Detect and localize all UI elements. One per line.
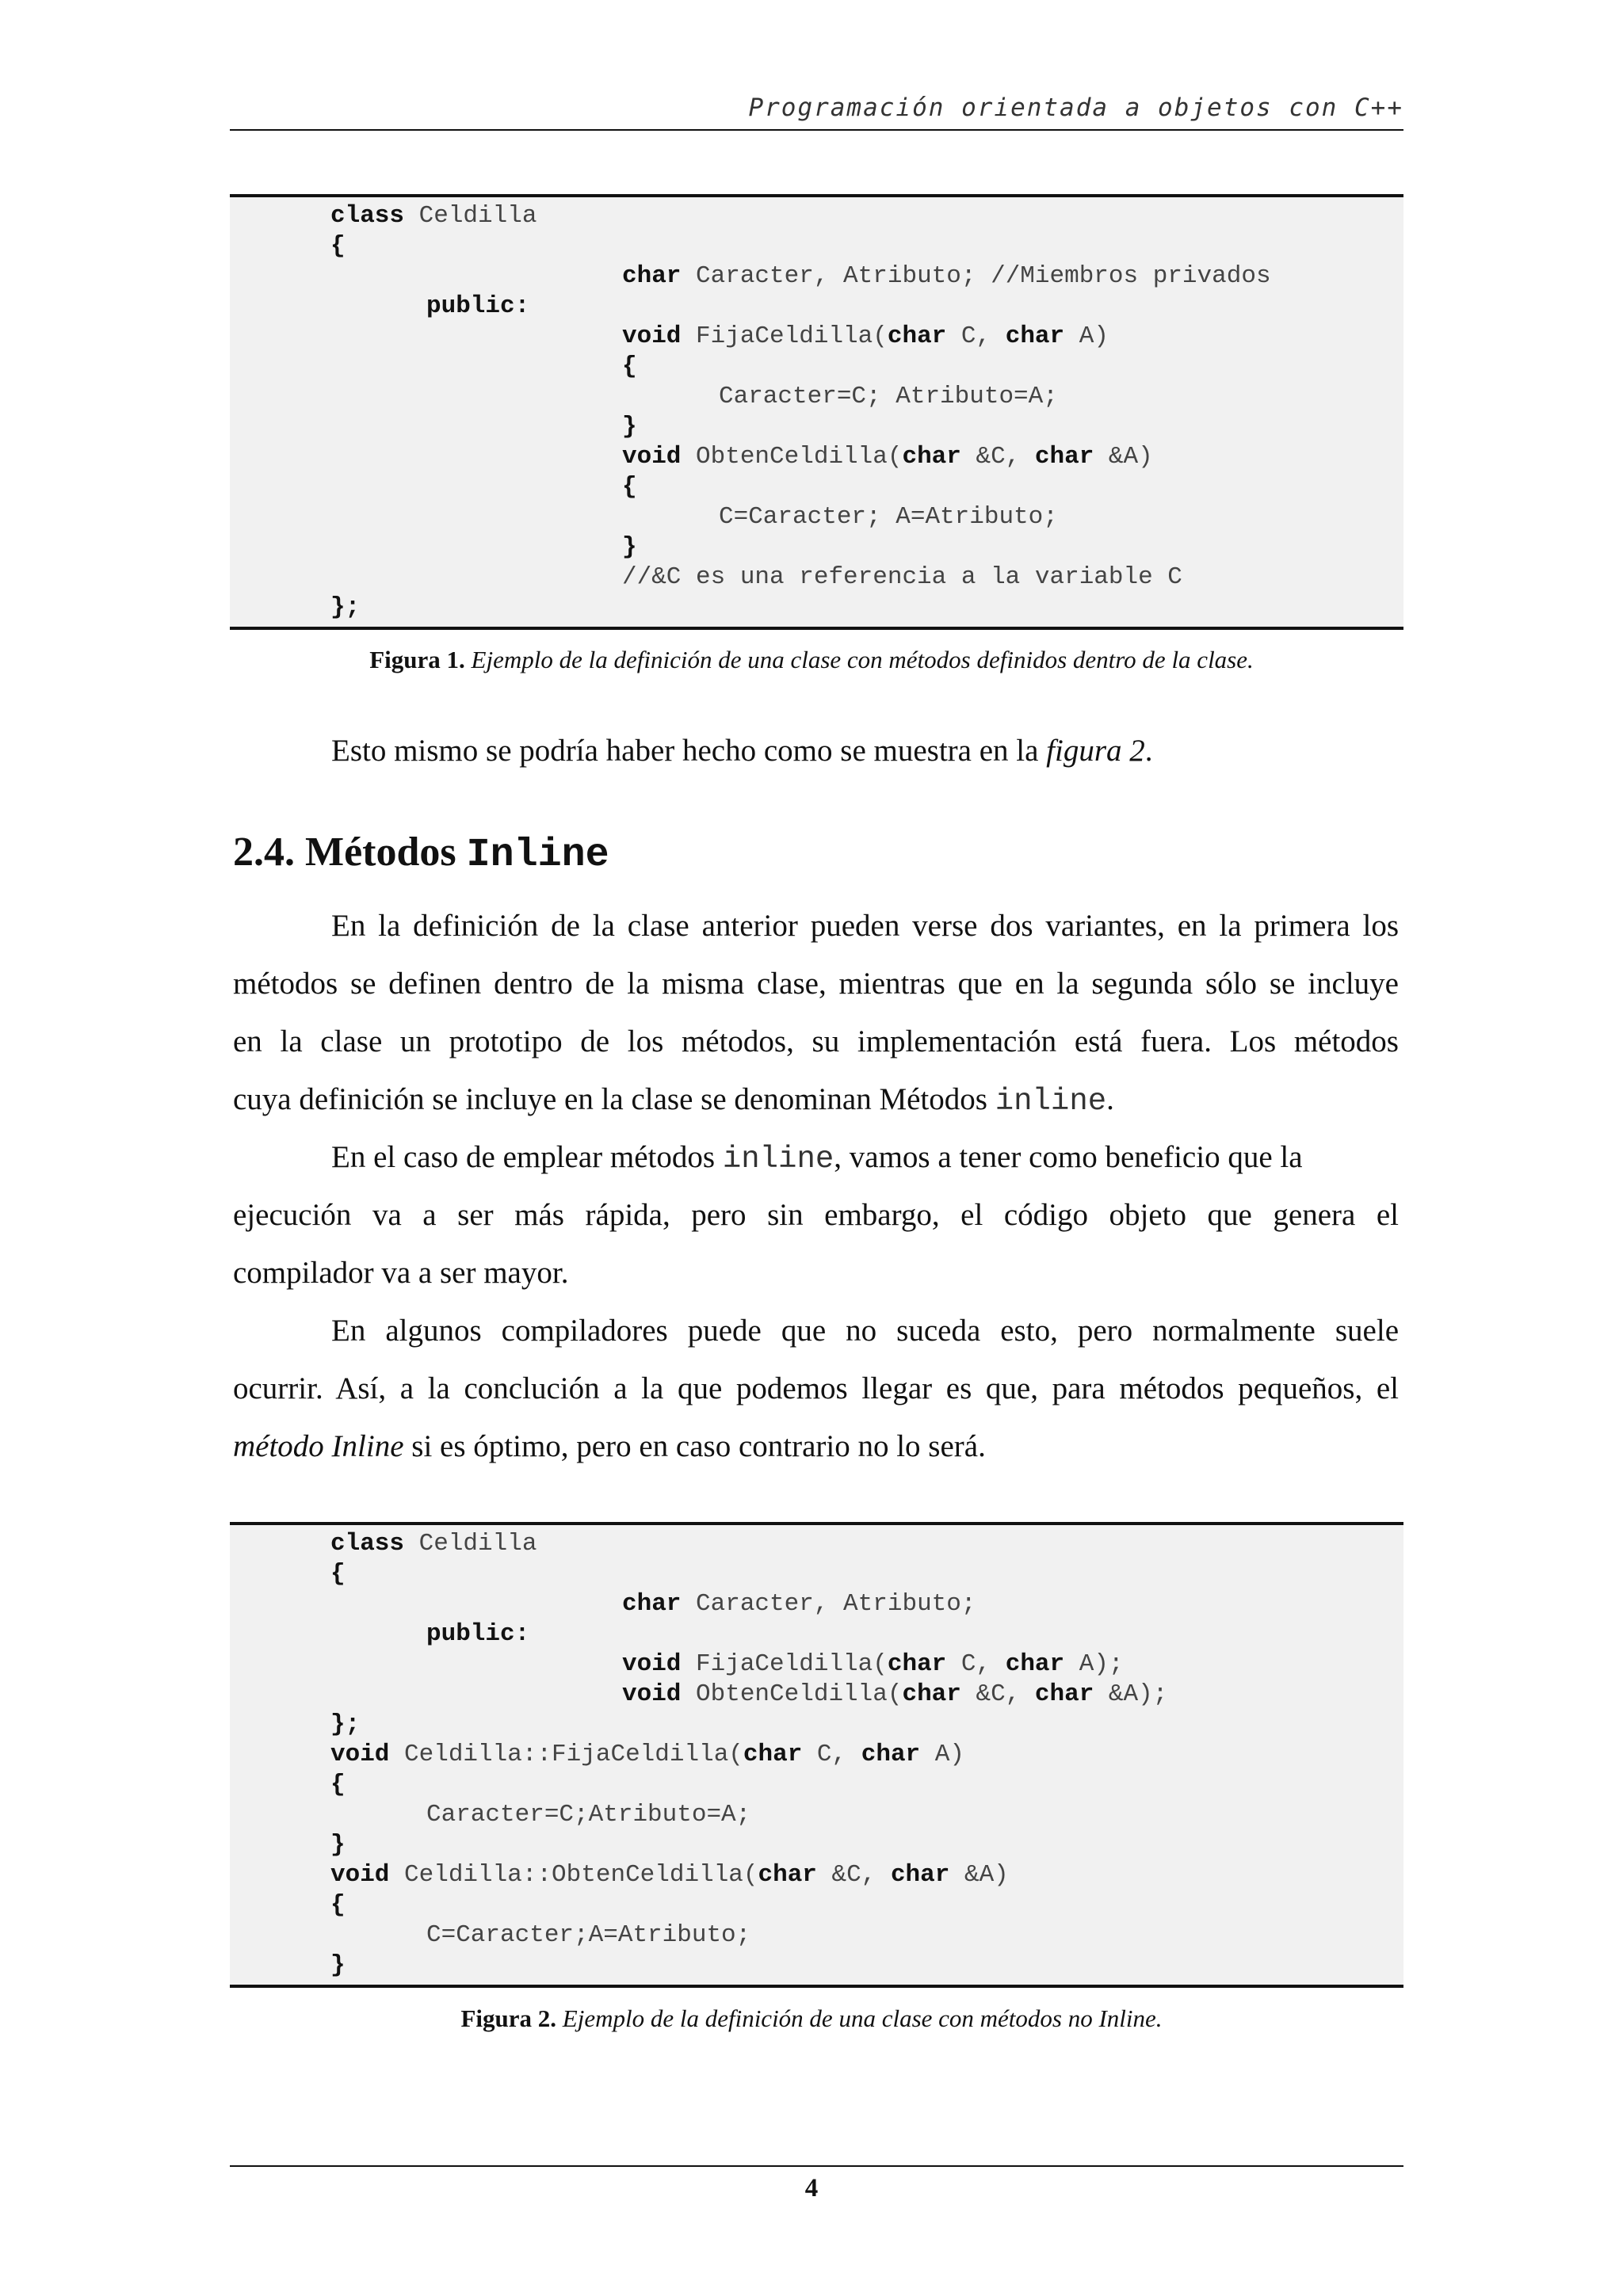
code-line: [330, 1559, 346, 1589]
code-keyword: {: [330, 232, 346, 260]
figure-2-caption: [0, 2004, 1623, 2033]
code-line: [330, 1529, 537, 1559]
code-keyword: public:: [426, 1620, 530, 1648]
code-block-figure-1: [230, 194, 1403, 630]
code-keyword: char: [1005, 1650, 1065, 1678]
code-text: Caracter=C;Atributo=A;: [426, 1801, 751, 1829]
code-block-figure-2: [230, 1522, 1403, 1988]
code-keyword: char: [1034, 443, 1094, 471]
figure-1-caption-text: Ejemplo de la definición de una clase con métodos definidos dentro de la clase.: [464, 646, 1254, 673]
code-line: [330, 1951, 346, 1981]
code-line: [622, 472, 637, 502]
figure-1-caption: [0, 646, 1623, 674]
code-keyword: void: [622, 1680, 682, 1708]
code-keyword: char: [1034, 1680, 1094, 1708]
code-keyword: };: [330, 1711, 361, 1738]
section-title: 2.4. Métodos: [233, 830, 467, 875]
code-keyword: }: [622, 413, 637, 441]
code-line: [426, 1800, 750, 1830]
code-text: C,: [946, 322, 1006, 350]
code-text: A): [1064, 322, 1109, 350]
code-keyword: {: [622, 353, 637, 380]
code-line: [622, 532, 637, 563]
code-keyword: void: [330, 1741, 390, 1768]
code-text: &A);: [1094, 1680, 1168, 1708]
code-text: Celdilla: [404, 202, 537, 230]
code-text: &A): [949, 1861, 1009, 1889]
code-keyword: {: [330, 1771, 346, 1798]
code-line: [330, 1860, 1009, 1890]
code-keyword: }: [330, 1951, 346, 1979]
inline-code: inline: [995, 1084, 1107, 1119]
code-keyword: public:: [426, 292, 530, 320]
inline-code: inline: [722, 1142, 834, 1177]
code-line: [622, 563, 1182, 593]
code-line: [330, 1830, 346, 1860]
header-rule: [230, 129, 1403, 131]
paragraph-3-text: si es óptimo, pero en caso contrario no lo será.: [403, 1429, 986, 1463]
code-keyword: char: [758, 1861, 817, 1889]
code-text: &C,: [960, 1680, 1035, 1708]
figure-2-label: Figura 2.: [460, 2004, 557, 2032]
section-code-word: Inline: [466, 833, 609, 878]
code-line: [330, 593, 360, 623]
code-line: [330, 1770, 346, 1800]
figure-reference: figura 2: [1046, 734, 1145, 768]
code-keyword: char: [1005, 322, 1065, 350]
code-text: A);: [1064, 1650, 1124, 1678]
code-text: FijaCeldilla(: [681, 1650, 888, 1678]
code-text: &C,: [960, 443, 1035, 471]
code-text: C=Caracter;A=Atributo;: [426, 1921, 751, 1949]
code-line: [622, 1589, 976, 1619]
code-keyword: char: [622, 262, 682, 290]
code-keyword: class: [330, 1530, 405, 1558]
code-keyword: class: [330, 202, 405, 230]
code-keyword: char: [743, 1741, 803, 1768]
code-line: [622, 352, 637, 382]
code-line: [330, 201, 537, 231]
code-line: [719, 502, 1058, 532]
paragraph-1-line-2: métodos se definen dentro de la misma clase, mientras que en la segunda sólo se incluye: [233, 967, 1399, 1001]
code-line: [622, 1650, 1124, 1680]
code-keyword: {: [330, 1891, 346, 1919]
code-keyword: char: [622, 1590, 682, 1618]
paragraph-1-line-4: [233, 1081, 1114, 1119]
code-text: Caracter=C; Atributo=A;: [719, 383, 1058, 410]
code-line: [622, 442, 1153, 472]
paragraph-3-line-1: En algunos compiladores puede que no suceda esto, pero normalmente suele: [331, 1314, 1399, 1348]
code-text: C,: [946, 1650, 1006, 1678]
code-text: Caracter, Atributo;: [681, 1590, 976, 1618]
page-number: 4: [804, 2174, 819, 2203]
paragraph-2-text: En el caso de emplear métodos: [331, 1140, 723, 1174]
code-keyword: void: [330, 1861, 390, 1889]
code-keyword: {: [330, 1560, 346, 1588]
code-text: Celdilla::ObtenCeldilla(: [389, 1861, 758, 1889]
section-heading: [233, 829, 609, 878]
code-line: [330, 1710, 360, 1740]
paragraph-3-line-3: [233, 1428, 986, 1464]
code-line: [330, 1890, 346, 1920]
paragraph-1-period: .: [1106, 1082, 1114, 1116]
code-text: FijaCeldilla(: [681, 322, 888, 350]
intro-sentence: [331, 733, 1153, 769]
code-keyword: char: [887, 1650, 947, 1678]
paragraph-2-text-after: , vamos a tener como beneficio que la: [834, 1140, 1303, 1174]
code-text: Caracter, Atributo; //Miembros privados: [681, 262, 1271, 290]
code-line: [426, 1619, 529, 1650]
code-text: &C,: [816, 1861, 891, 1889]
code-text: ObtenCeldilla(: [681, 1680, 903, 1708]
paragraph-1-line-1: En la definición de la clase anterior pueden verse dos variantes, en la primera los: [331, 909, 1399, 943]
paragraph-1-text: cuya definición se incluye en la clase se denominan Métodos: [233, 1082, 995, 1116]
code-keyword: char: [890, 1861, 950, 1889]
paragraph-2-line-2: ejecución va a ser más rápida, pero sin embargo, el código objeto que genera el: [233, 1198, 1399, 1232]
code-line: [426, 292, 529, 322]
code-line: [622, 261, 1271, 292]
paragraph-1-line-3: en la clase un prototipo de los métodos, su implementación está fuera. Los métodos: [233, 1024, 1399, 1058]
code-text: C=Caracter; A=Atributo;: [719, 503, 1058, 531]
code-text: Celdilla::FijaCeldilla(: [389, 1741, 743, 1768]
figure-1-label: Figura 1.: [369, 646, 465, 673]
code-text: ObtenCeldilla(: [681, 443, 903, 471]
code-text: &A): [1094, 443, 1153, 471]
code-line: [719, 382, 1058, 412]
code-line: [622, 412, 637, 442]
code-line: [330, 231, 346, 261]
italic-term: método Inline: [233, 1429, 404, 1463]
code-keyword: char: [902, 443, 961, 471]
code-text: A): [920, 1741, 964, 1768]
running-header: Programación orientada a objetos con C++: [748, 93, 1403, 122]
intro-text: Esto mismo se podría haber hecho como se muestra en la: [331, 734, 1047, 768]
code-keyword: }: [622, 533, 637, 561]
code-keyword: char: [861, 1741, 921, 1768]
code-text: Celdilla: [404, 1530, 537, 1558]
code-keyword: void: [622, 443, 682, 471]
code-line: [330, 1740, 964, 1770]
code-keyword: void: [622, 322, 682, 350]
code-keyword: };: [330, 593, 361, 621]
figure-2-caption-text: Ejemplo de la definición de una clase con métodos no Inline.: [556, 2004, 1163, 2032]
code-text: C,: [802, 1741, 861, 1768]
code-keyword: char: [887, 322, 947, 350]
code-line: [622, 1680, 1167, 1710]
code-line: [622, 322, 1109, 352]
footer-rule: [230, 2165, 1403, 2167]
intro-period: .: [1144, 734, 1153, 768]
paragraph-3-line-2: ocurrir. Así, a la conclución a la que podemos llegar es que, para métodos pequeños, el: [233, 1371, 1399, 1405]
code-keyword: }: [330, 1831, 346, 1859]
code-keyword: {: [622, 473, 637, 501]
code-text: //&C es una referencia a la variable C: [622, 563, 1182, 591]
code-keyword: char: [902, 1680, 961, 1708]
paragraph-2-line-3: compilador va a ser mayor.: [233, 1256, 569, 1290]
code-keyword: void: [622, 1650, 682, 1678]
paragraph-2-line-1: [331, 1139, 1399, 1177]
code-line: [426, 1920, 750, 1951]
